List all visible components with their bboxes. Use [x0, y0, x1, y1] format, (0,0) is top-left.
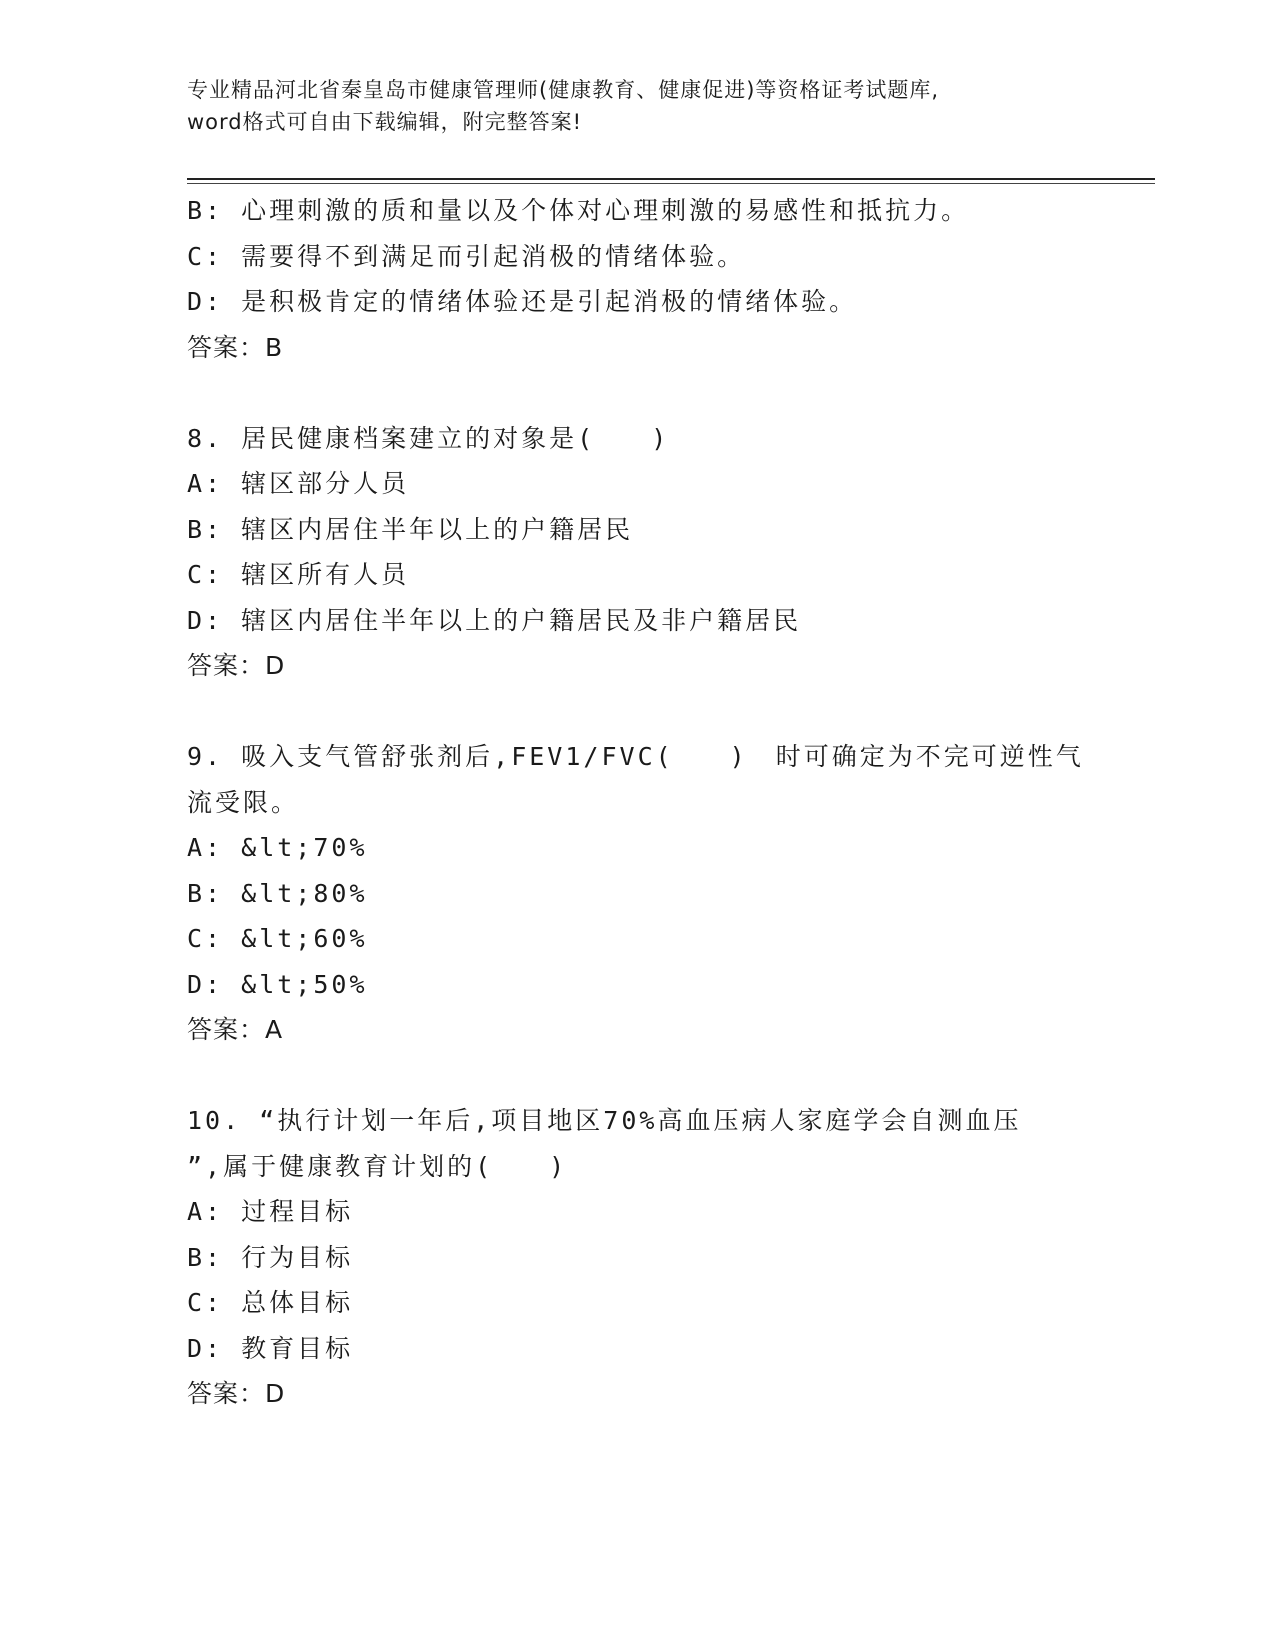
header-divider-thick — [187, 178, 1155, 180]
header-title-line-1: 专业精品河北省秦皇岛市健康管理师(健康教育、健康促进)等资格证考试题库, — [187, 78, 940, 102]
spacer — [187, 689, 1087, 735]
q8-option-a: A: 辖区部分人员 — [187, 469, 410, 498]
question-list — [187, 188, 1087, 1417]
q8-question: 8. 居民健康档案建立的对象是( ) — [187, 423, 670, 453]
q7-option-c: C: 需要得不到满足而引起消极的情绪体验。 — [187, 241, 746, 271]
q9-option-a: A: &lt;70% — [187, 833, 368, 862]
q10-option-c: C: 总体目标 — [187, 1288, 354, 1317]
q10-question-line-1: 10. “执行计划一年后,项目地区70%高血压病人家庭学会自测血压 — [187, 1106, 1022, 1135]
q8-option-c: C: 辖区所有人员 — [187, 560, 410, 589]
q9-question-line-1: 9. 吸入支气管舒张剂后,FEV1/FVC( ) 时可确定为不完可逆性气 — [187, 742, 1084, 771]
q8-answer: 答案：D — [187, 651, 286, 680]
q7-answer: 答案：B — [187, 332, 284, 362]
q8-option-d: D: 辖区内居住半年以上的户籍居民及非户籍居民 — [187, 605, 802, 635]
header-title-line-2: word格式可自由下载编辑，附完整答案! — [187, 110, 583, 134]
q8-option-b: B: 辖区内居住半年以上的户籍居民 — [187, 514, 634, 544]
q10-option-a: A: 过程目标 — [187, 1197, 354, 1226]
q9-answer: 答案：A — [187, 1015, 284, 1044]
header-divider-thin — [187, 183, 1155, 184]
q10-answer: 答案：D — [187, 1379, 286, 1408]
question-9 — [187, 734, 1087, 1053]
document-header — [187, 74, 1067, 138]
q9-question-line-2: 流受限。 — [187, 787, 300, 817]
question-10 — [187, 1098, 1087, 1417]
q9-option-d: D: &lt;50% — [187, 969, 368, 999]
q7-option-d: D: 是积极肯定的情绪体验还是引起消极的情绪体验。 — [187, 287, 858, 316]
spacer — [187, 1053, 1087, 1099]
q9-option-c: C: &lt;60% — [187, 924, 368, 953]
q10-question-line-2: ”,属于健康教育计划的( ) — [187, 1151, 568, 1181]
q10-option-b: B: 行为目标 — [187, 1242, 354, 1272]
question-7 — [187, 188, 1087, 370]
q9-option-b: B: &lt;80% — [187, 878, 368, 908]
spacer — [187, 370, 1087, 416]
q10-option-d: D: 教育目标 — [187, 1333, 354, 1363]
question-8 — [187, 416, 1087, 689]
q7-option-b: B: 心理刺激的质和量以及个体对心理刺激的易感性和抵抗力。 — [187, 196, 970, 225]
